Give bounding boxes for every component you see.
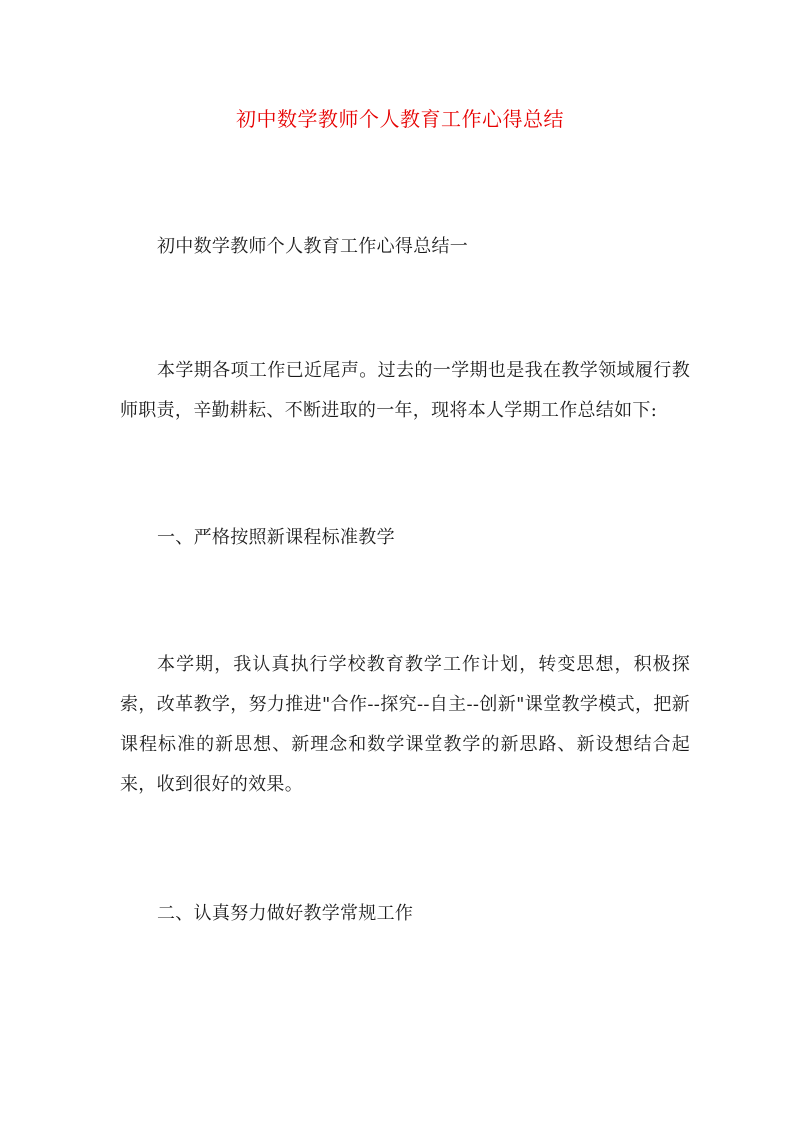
document-title: 初中数学教师个人教育工作心得总结	[236, 107, 564, 131]
section-heading-summary-one: 初中数学教师个人教育工作心得总结一	[157, 236, 469, 257]
intro-paragraph: 本学期各项工作已近尾声。过去的一学期也是我在教学领域履行教师职责，辛勤耕耘、不断进取的一年，现将本人学期工作总结如下:	[120, 360, 690, 421]
section-heading-2: 二、认真努力做好教学常规工作	[157, 903, 414, 924]
section-heading-1: 一、严格按照新课程标准教学	[157, 527, 395, 548]
body-paragraph-1: 本学期，我认真执行学校教育教学工作计划，转变思想，积极探索，改革教学，努力推进"合作--探究--自主--创新"课堂教学模式，把新课程标准的新思想、新理念和数学课堂教学的新思路、新设想结合起来，收到很好的效果。	[120, 654, 690, 795]
